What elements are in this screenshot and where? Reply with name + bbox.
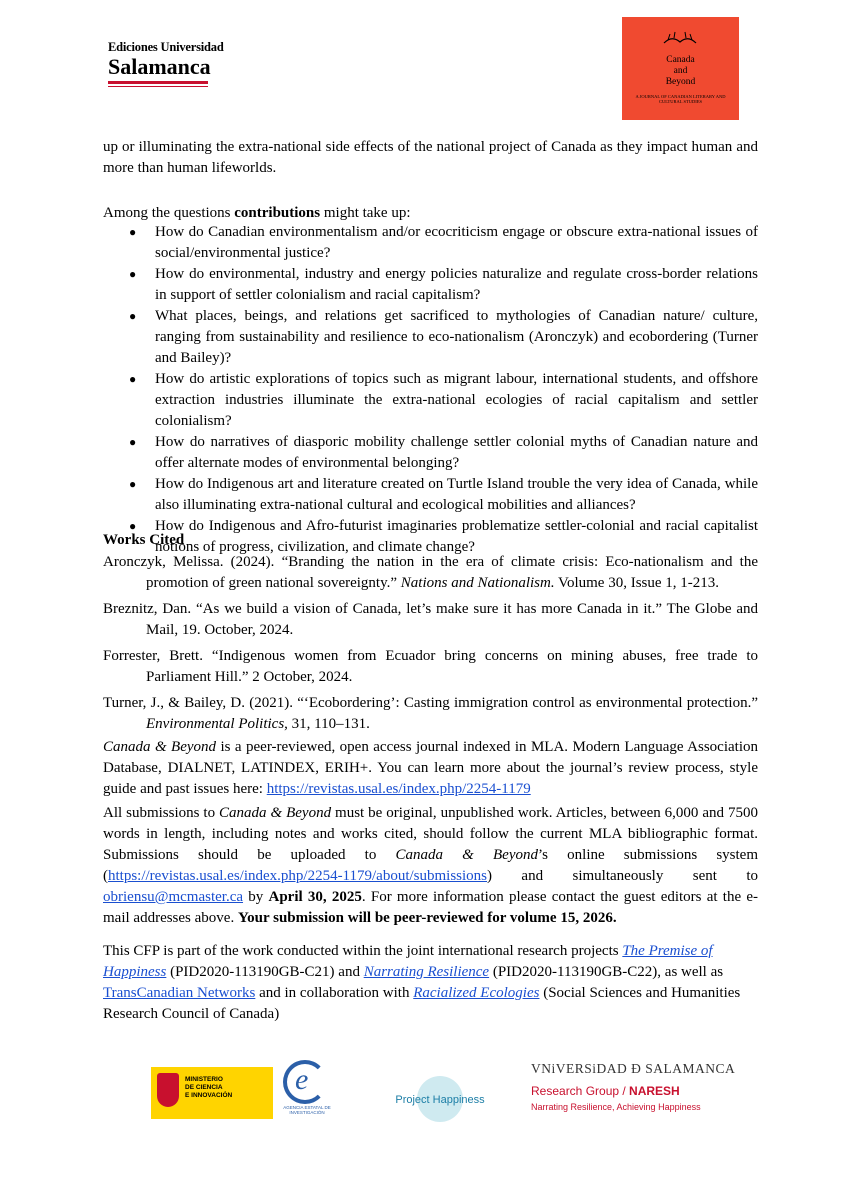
bullet: ● xyxy=(129,309,137,323)
submissions-text: by xyxy=(243,889,269,905)
agency-logo xyxy=(281,1060,333,1122)
research-group-name: NARESH xyxy=(629,1084,680,1098)
question-text: How do Canadian environmentalism and/or ecocriticism engage or obscure extra-national issues of social/environmental justice? xyxy=(155,224,758,261)
journal-name: Canada & Beyond xyxy=(103,739,217,755)
question-text: How do artistic explorations of topics such as migrant labour, international students, and offshore extraction industries illuminate the extra-national ecologies of racial capitalism and settler colonialism? xyxy=(155,371,758,429)
usal-research-group-logo xyxy=(531,1061,736,1112)
citation-journal: Nations and Nationalism. xyxy=(400,575,555,591)
about-text: is a peer-reviewed, open access journal indexed in MLA. Modern Language Association Database, DIALNET, LATINDEX, ERIH+. You can learn more about the journal’s review process, style guide and past issues here: xyxy=(103,739,758,797)
projects-text: (PID2020-113190GB-C21) and xyxy=(166,964,364,980)
research-group-tagline: Narrating Resilience, Achieving Happiness xyxy=(531,1102,701,1112)
intro-continuation: up or illuminating the extra-national side effects of the national project of Canada as they impact human and more than human lifeworlds. xyxy=(103,139,758,176)
citation-text: , 31, 110–131. xyxy=(284,716,370,732)
questions-list xyxy=(103,222,758,558)
works-cited-heading: Works Cited xyxy=(103,532,185,548)
citation-text: Turner, J., & Bailey, D. (2021). “‘Ecobordering’: Casting immigration control as environmental protection.” xyxy=(103,695,758,711)
submissions-paragraph xyxy=(103,803,758,929)
questions-lead-bold: contributions xyxy=(234,205,321,221)
journal-logo-line3: Beyond xyxy=(665,77,696,87)
bullet: ● xyxy=(129,372,137,386)
agency-name: AGENCIA ESTATAL DE INVESTIGACIÓN xyxy=(283,1105,331,1115)
racialized-ecologies-link[interactable] xyxy=(413,985,539,1001)
project-title: Narrating Resilience xyxy=(363,964,490,980)
project-happiness-label: Project Happiness xyxy=(395,1094,485,1106)
citation-journal: Environmental Politics xyxy=(146,716,285,732)
submissions-link[interactable]: https://revistas.usal.es/index.php/2254-1179/about/submissions xyxy=(108,868,488,884)
project-title: The Premise of Happiness xyxy=(103,943,713,980)
bullet: ● xyxy=(129,477,137,491)
usal-logo-line2: Salamanca xyxy=(108,54,211,79)
canada-and-beyond-logo xyxy=(622,17,739,120)
journal-logo-line2: and xyxy=(673,66,688,76)
questions-lead-after: might take up: xyxy=(320,205,411,221)
citation xyxy=(103,552,758,594)
usal-logo-rule-thin xyxy=(108,86,208,87)
question-text: How do Indigenous art and literature created on Turtle Island trouble the very idea of Canada, while also illuminating extra-national cultural and ecological mobilities and alliances? xyxy=(155,476,758,513)
project-happiness-logo xyxy=(393,1075,487,1133)
journal-name: Canada & Beyond xyxy=(395,847,538,863)
projects-text: (Social Sciences and Humanities Research Council of Canada) xyxy=(103,985,741,1022)
projects-text: (PID2020-113190GB-C22), as well as xyxy=(489,964,724,980)
agency-e-icon: e xyxy=(295,1063,309,1096)
question-text: What places, beings, and relations get sacrificed to mythologies of Canadian nature/ culture, ranging from sustainability and resilience to eco-nationalism (Aronczyk) and ecobordering (Turner and Bailey)? xyxy=(155,308,758,366)
list-item xyxy=(103,474,758,516)
bullet: ● xyxy=(129,519,137,533)
works-cited-list xyxy=(103,552,758,740)
bullet: ● xyxy=(129,225,137,239)
list-item xyxy=(103,432,758,474)
citation-text: Aronczyk, Melissa. (2024). “Branding the nation in the era of climate crisis: Eco-nationalism and the promotion of green national sovereignty.” xyxy=(103,554,758,591)
citation-text: Volume 30, Issue 1, 1-213. xyxy=(554,575,720,591)
usal-logo-rule xyxy=(108,81,208,84)
projects-text: and in collaboration with xyxy=(255,985,414,1001)
list-item xyxy=(103,369,758,432)
usal-name: VNiVERSiDAD Ð SALAMANCA xyxy=(531,1061,736,1076)
usal-logo-line1: Ediciones Universidad xyxy=(108,40,224,54)
citation: Breznitz, Dan. “As we build a vision of Canada, let’s make sure it has more Canada in it.” The Globe and Mail, 19. October, 2024. xyxy=(103,601,758,638)
submissions-text: All submissions to xyxy=(103,805,220,821)
peer-review-note: Your submission will be peer-reviewed for volume 15, 2026. xyxy=(237,910,617,926)
email-link[interactable]: obriensu@mcmaster.ca xyxy=(103,889,244,905)
book-icon xyxy=(660,31,700,47)
deadline: April 30, 2025 xyxy=(268,889,362,905)
bullet: ● xyxy=(129,435,137,449)
journal-name: Canada & Beyond xyxy=(219,805,332,821)
coat-of-arms-icon xyxy=(157,1073,179,1107)
ediciones-usal-logo xyxy=(108,40,224,87)
transcanadian-networks-link[interactable]: TransCanadian Networks xyxy=(103,985,256,1001)
projects-paragraph xyxy=(103,941,758,1025)
bullet: ● xyxy=(129,267,137,281)
list-item xyxy=(103,264,758,306)
ministry-logo xyxy=(151,1067,273,1119)
question-text: How do narratives of diasporic mobility challenge settler colonial myths of Canadian nature and offer alternate modes of environmental belonging? xyxy=(155,434,758,471)
project-title: Racialized Ecologies xyxy=(413,985,540,1001)
list-item xyxy=(103,306,758,369)
journal-logo-line1: Canada xyxy=(666,55,695,65)
list-item xyxy=(103,222,758,264)
questions-lead-before: Among the questions xyxy=(103,205,235,221)
journal-logo-subtitle: A JOURNAL OF CANADIAN LITERARY AND CULTURAL STUDIES xyxy=(635,94,726,104)
citation xyxy=(103,693,758,735)
research-group-label: Research Group / xyxy=(531,1084,630,1098)
submissions-text: ’s online submissions system ( xyxy=(103,847,758,884)
submissions-text: . For more information please contact the guest editors at the e-mail addresses above. xyxy=(103,889,759,926)
narrating-resilience-link[interactable] xyxy=(364,964,489,980)
research-group xyxy=(531,1084,731,1098)
question-text: How do environmental, industry and energy policies naturalize and regulate cross-border relations in support of settler colonialism and racial capitalism? xyxy=(155,266,758,303)
submissions-text: must be original, unpublished work. Articles, between 6,000 and 7500 words in length, including notes and works cited, should follow the current MLA bibliographic format. Submissions should be uploaded to xyxy=(103,805,758,863)
projects-text: This CFP is part of the work conducted within the joint international research projects xyxy=(103,943,623,959)
submissions-text: ) and simultaneously sent to xyxy=(487,868,758,884)
journal-link[interactable]: https://revistas.usal.es/index.php/2254-1179 xyxy=(266,781,531,797)
about-paragraph xyxy=(103,737,758,800)
question-text: How do Indigenous and Afro-futurist imaginaries problematize settler-colonial and racial capitalist notions of progress, civilization, and climate change? xyxy=(155,518,758,555)
citation: Forrester, Brett. “Indigenous women from Ecuador bring concerns on mining abuses, free trade to Parliament Hill.” 2 October, 2024. xyxy=(103,648,758,685)
ministry-name: MINISTERIO DE CIENCIA E INNOVACIÓN xyxy=(185,1076,233,1099)
questions-lead xyxy=(103,203,758,224)
